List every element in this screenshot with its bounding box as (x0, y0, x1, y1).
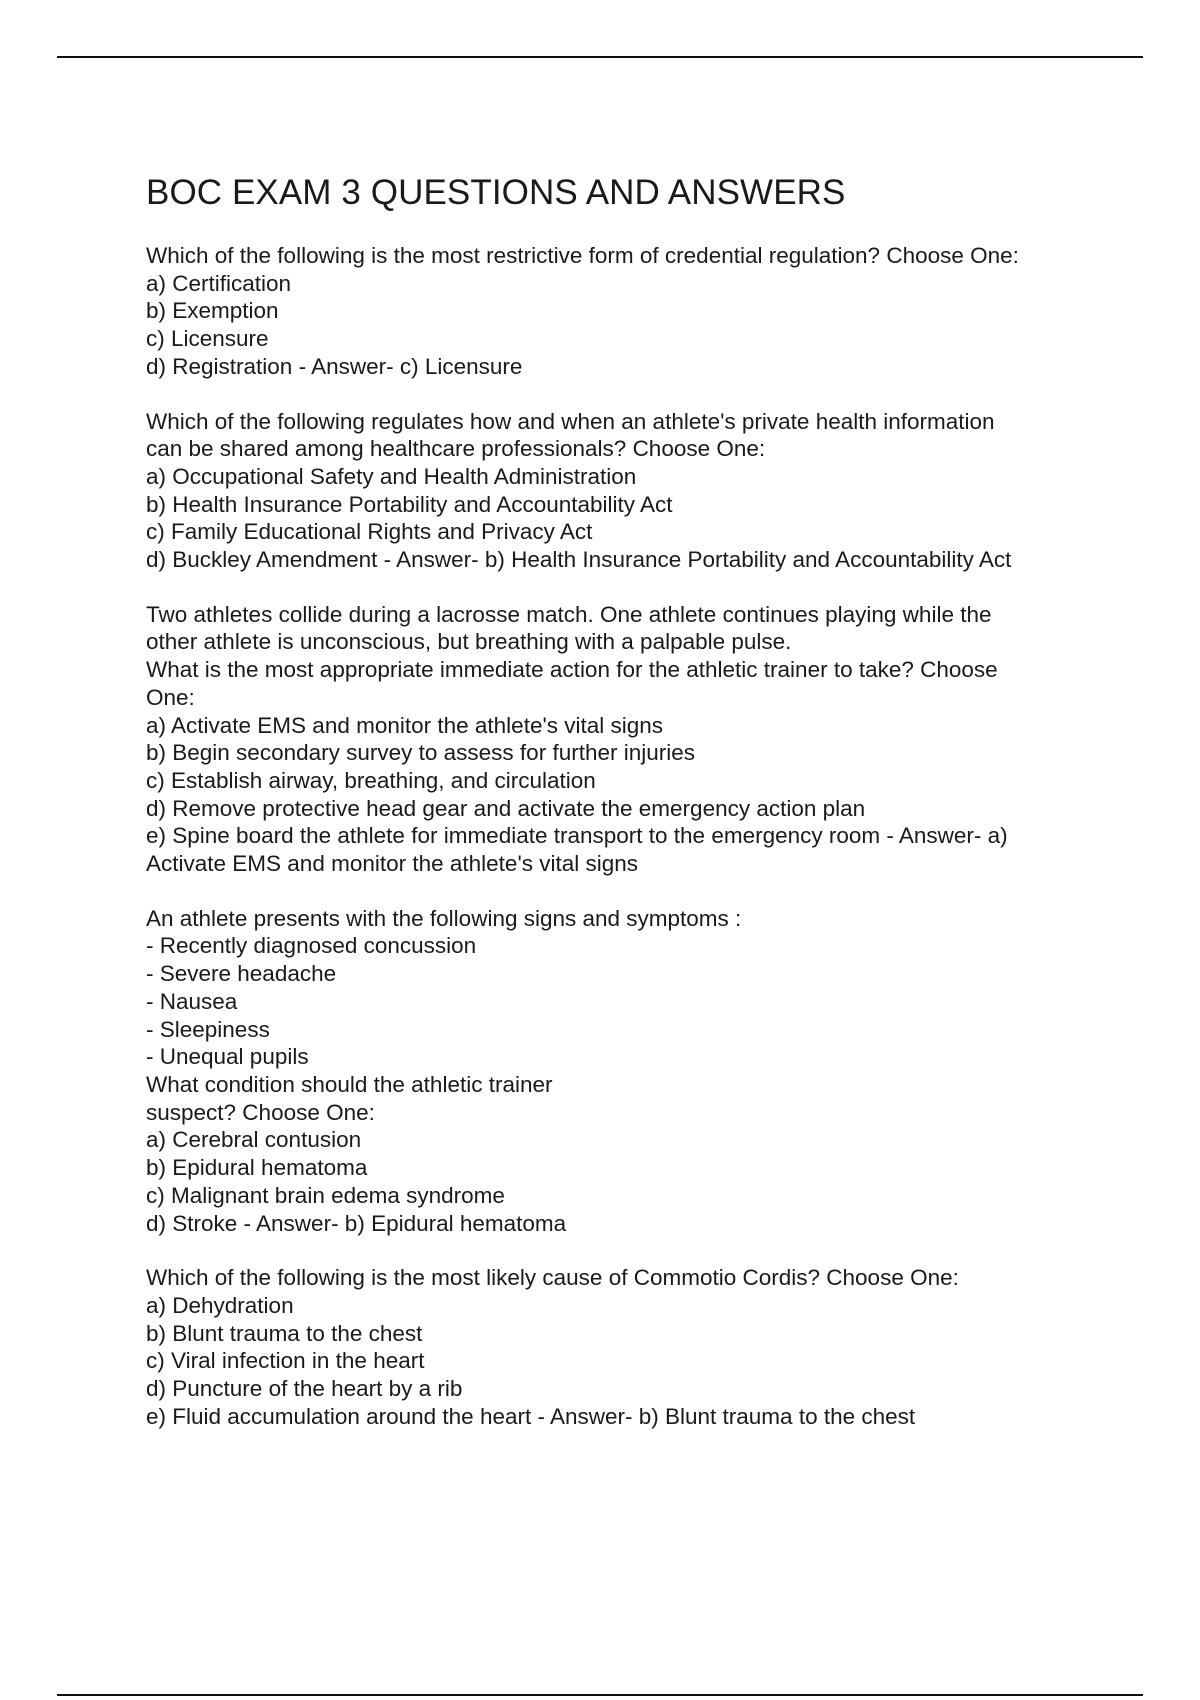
question-line: What condition should the athletic trainer (146, 1071, 553, 1097)
answer-option: b) Exemption (146, 298, 279, 324)
question-line: Which of the following is the most restrictive form of credential regulation? Choose One: (146, 243, 1019, 268)
answer-option: a) Cerebral contusion (146, 1127, 362, 1153)
answer-option: a) Activate EMS and monitor the athlete's vital signs (146, 712, 664, 738)
question-4 (146, 905, 1146, 1237)
answer-option: d) Remove protective head gear and activate the emergency action plan (146, 795, 866, 821)
document-title: BOC EXAM 3 QUESTIONS AND ANSWERS (146, 173, 846, 212)
answer-option: c) Family Educational Rights and Privacy Act (146, 519, 593, 545)
symptom-item: - Unequal pupils (146, 1044, 309, 1070)
answer-option: c) Viral infection in the heart (146, 1348, 425, 1374)
answer-option: a) Certification (146, 270, 292, 296)
answer-option: d) Buckley Amendment - Answer- b) Health Insurance Portability and Accountability Act (146, 547, 1012, 573)
symptom-item: - Recently diagnosed concussion (146, 933, 477, 959)
question-line: other athlete is unconscious, but breathing with a palpable pulse. (146, 629, 792, 655)
question-1 (146, 242, 1146, 381)
answer-option: a) Dehydration (146, 1292, 294, 1318)
answer-option: d) Stroke - Answer- b) Epidural hematoma (146, 1210, 567, 1236)
question-line: can be shared among healthcare professionals? Choose One: (146, 436, 766, 462)
answer-option: c) Malignant brain edema syndrome (146, 1182, 505, 1208)
answer-option: d) Registration - Answer- c) Licensure (146, 353, 523, 379)
answer-option: e) Spine board the athlete for immediate transport to the emergency room - Answer- a) (146, 823, 1008, 849)
answer-option: b) Health Insurance Portability and Accountability Act (146, 491, 673, 517)
document-body (146, 172, 1146, 1457)
question-2 (146, 408, 1146, 574)
bottom-rule (57, 1694, 1143, 1696)
answer-option: b) Blunt trauma to the chest (146, 1320, 423, 1346)
question-line: Which of the following regulates how and when an athlete's private health information (146, 408, 995, 434)
question-3 (146, 601, 1146, 878)
answer-option: b) Begin secondary survey to assess for further injuries (146, 740, 695, 766)
symptom-item: - Nausea (146, 988, 238, 1014)
answer-option: b) Epidural hematoma (146, 1155, 368, 1181)
question-line: An athlete presents with the following signs and symptoms : (146, 905, 742, 931)
answer-option: Activate EMS and monitor the athlete's vital signs (146, 851, 639, 877)
answer-option: e) Fluid accumulation around the heart - Answer- b) Blunt trauma to the chest (146, 1403, 916, 1429)
question-line: What is the most appropriate immediate action for the athletic trainer to take? Choose (146, 657, 998, 683)
answer-option: c) Licensure (146, 326, 269, 352)
answer-option: d) Puncture of the heart by a rib (146, 1376, 463, 1402)
question-line: suspect? Choose One: (146, 1099, 375, 1125)
question-5 (146, 1264, 1146, 1430)
answer-option: a) Occupational Safety and Health Administration (146, 463, 637, 489)
question-line: Which of the following is the most likely cause of Commotio Cordis? Choose One: (146, 1265, 959, 1291)
symptom-item: - Sleepiness (146, 1016, 270, 1042)
question-line: One: (146, 684, 195, 710)
question-line: Two athletes collide during a lacrosse match. One athlete continues playing while the (146, 601, 992, 627)
answer-option: c) Establish airway, breathing, and circulation (146, 767, 596, 793)
top-rule (57, 56, 1143, 58)
symptom-item: - Severe headache (146, 961, 337, 987)
